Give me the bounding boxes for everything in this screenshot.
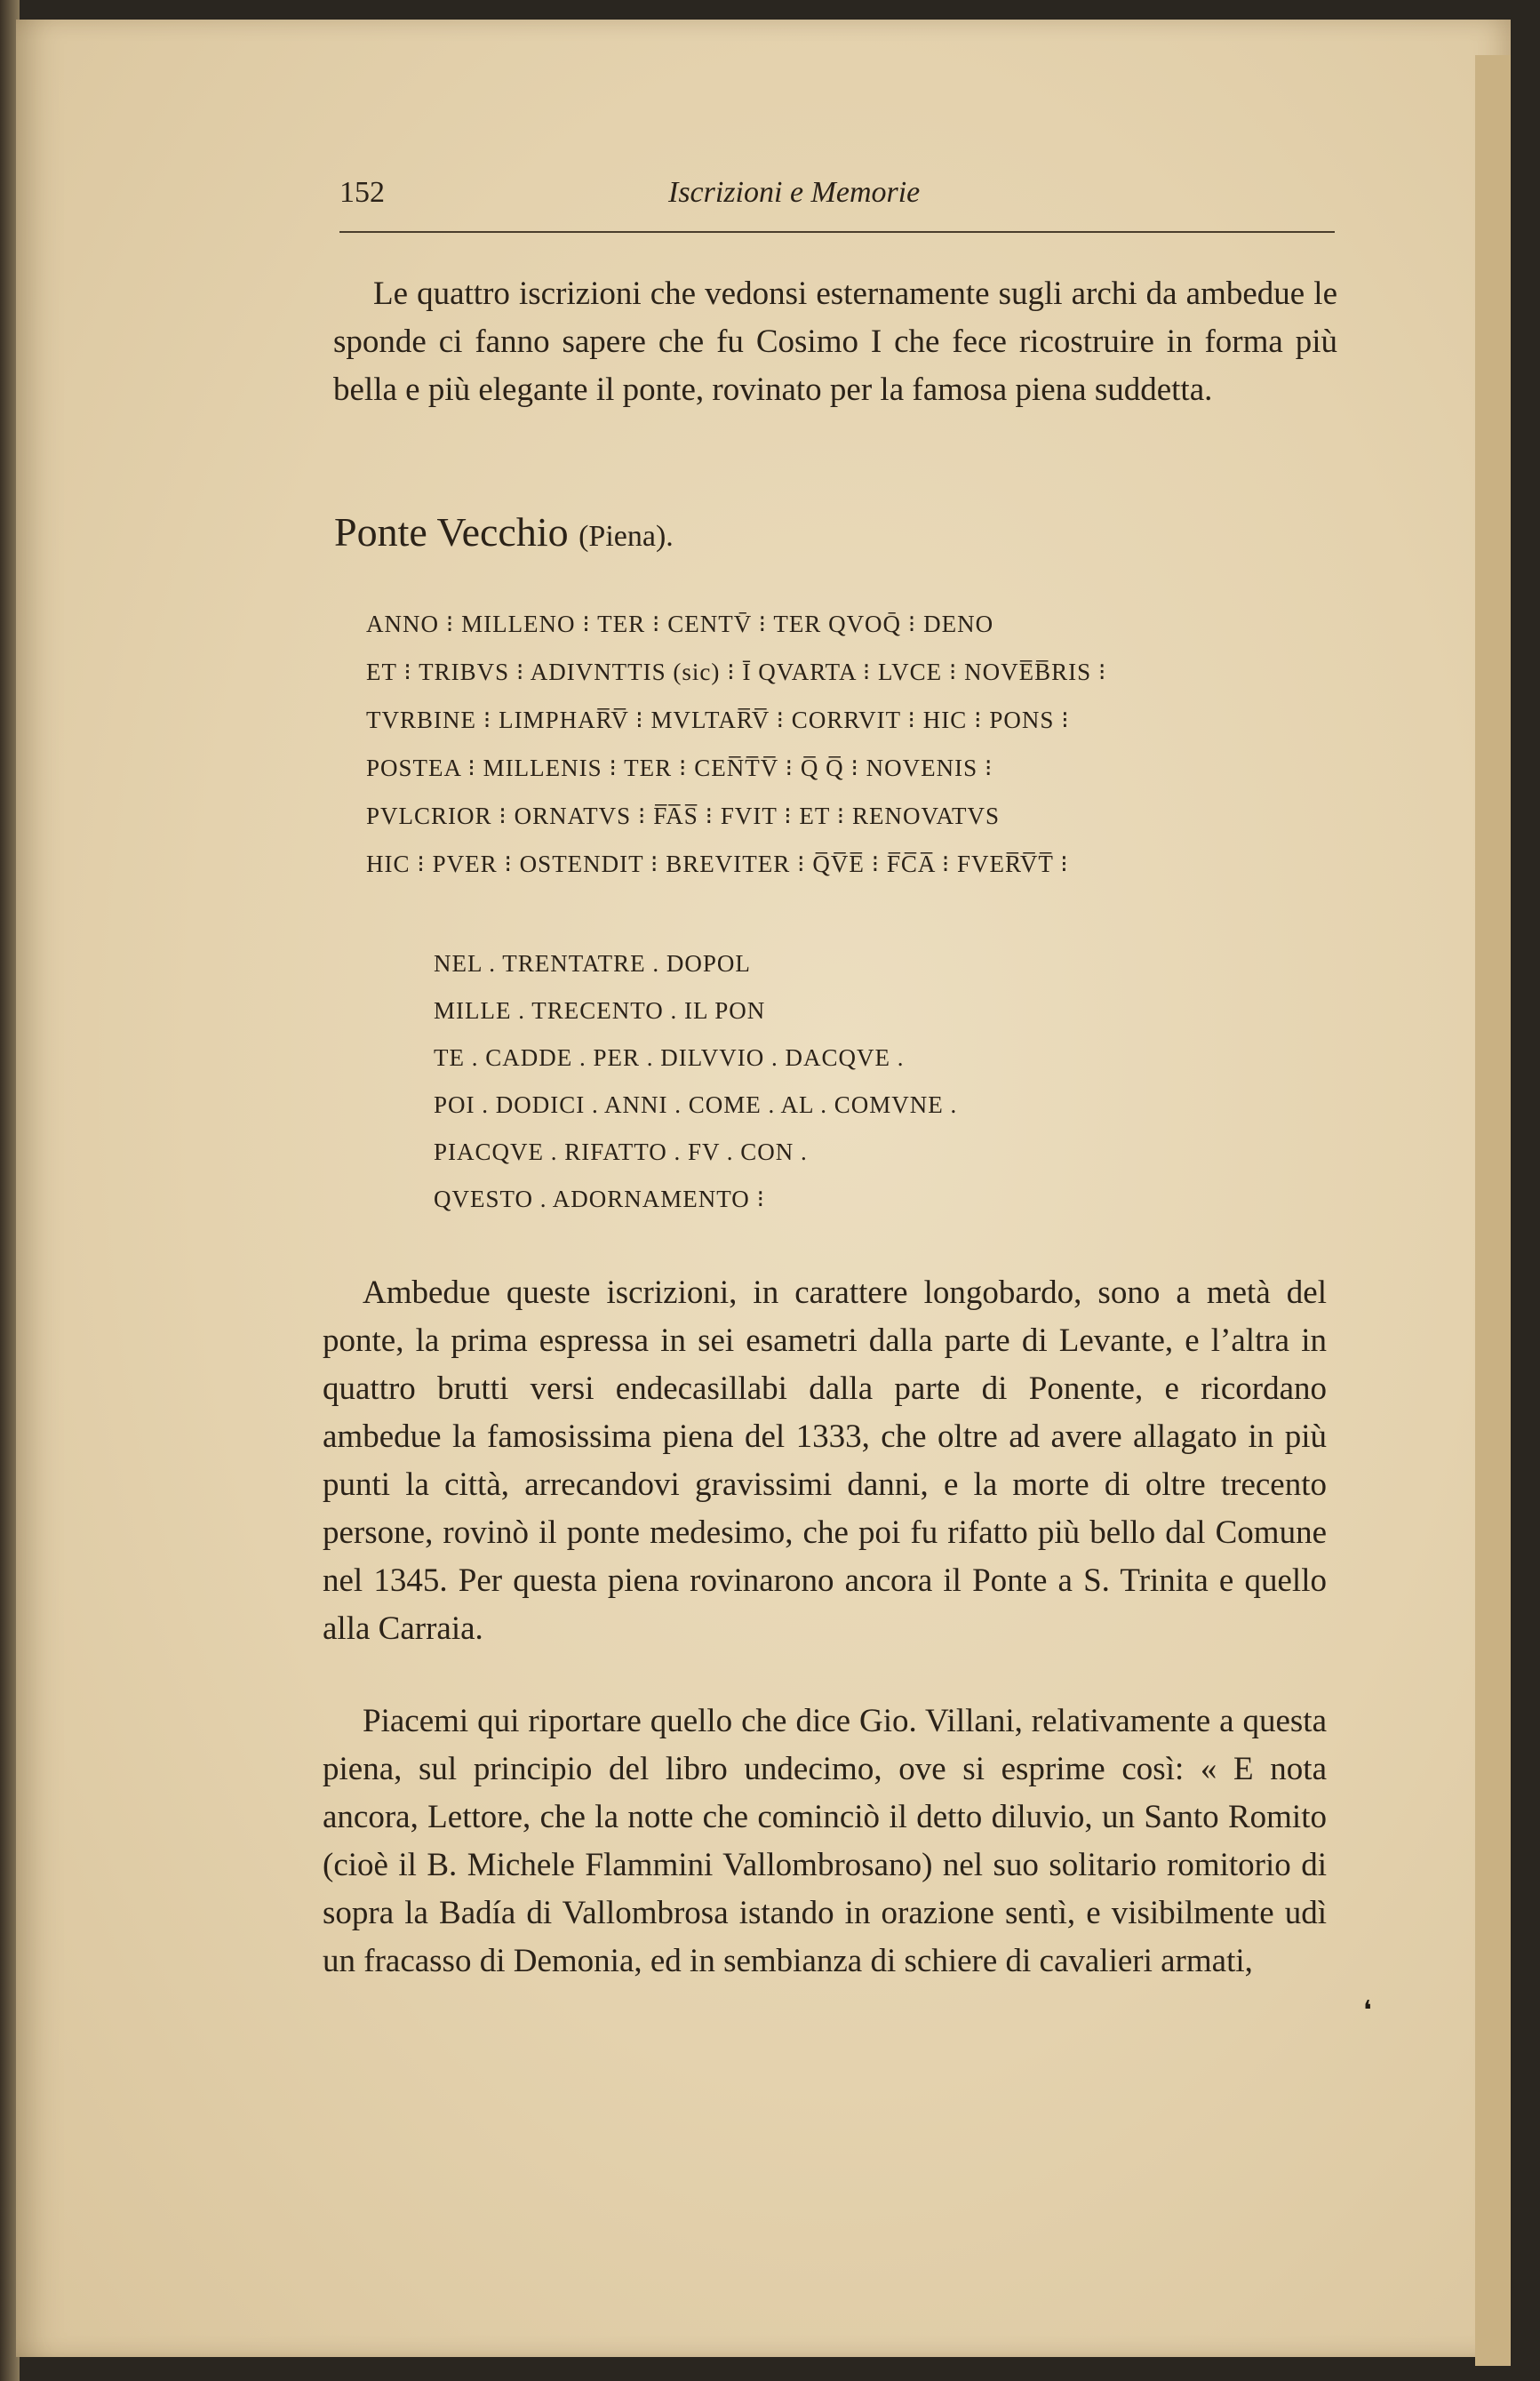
section-subtitle: (Piena). [578, 520, 674, 553]
page-edge [1475, 55, 1511, 2366]
latin-inscription [366, 600, 1107, 888]
section-title: Ponte Vecchio [334, 509, 569, 555]
inscription-line: TVRBINE ⁝ LIMPHAR̅V̅ ⁝ MVLTAR̅V̅ ⁝ CORRVIT ⁝ HIC ⁝ PONS ⁝ [366, 707, 1070, 733]
inscription-line: POI . DODICI . ANNI . COME . AL . COMVNE . [434, 1091, 958, 1118]
inscription-line: QVESTO . ADORNAMENTO ⁝ [434, 1186, 766, 1212]
running-header [339, 176, 1335, 229]
inscription-line: ET ⁝ TRIBVS ⁝ ADIVNTTIS (sic) ⁝ Ī QVARTA ⁝ LVCE ⁝ NOVE̅B̅RIS ⁝ [366, 659, 1107, 685]
italian-inscription [434, 940, 957, 1223]
section-heading [334, 508, 674, 555]
inscription-line: MILLE . TRECENTO . IL PON [434, 997, 766, 1024]
intro-paragraph-text: Le quattro iscrizioni che vedonsi esternamente sugli archi da ambedue le sponde ci fanno sapere che fu Cosimo I che fece ricostruire in forma più bella e più elegante il ponte, rovinato per la famosa piena suddetta. [333, 276, 1337, 408]
inscription-line: POSTEA ⁝ MILLENIS ⁝ TER ⁝ CEN̅T̅V̅ ⁝ Q̅ Q̅ ⁝ NOVENIS ⁝ [366, 755, 993, 781]
running-title: Iscrizioni e Memorie [668, 176, 921, 209]
margin-ink-mark: ❛ [1363, 1995, 1372, 2026]
inscription-line: NEL . TRENTATRE . DOPOL [434, 950, 751, 977]
header-rule [339, 231, 1335, 233]
inscription-line: HIC ⁝ PVER ⁝ OSTENDIT ⁝ BREVITER ⁝ Q̅V̅E̅ ⁝ F̅C̅A̅ ⁝ FVER̅V̅T̅ ⁝ [366, 851, 1069, 877]
paragraph-ambedue-text: Ambedue queste iscrizioni, in carattere longobardo, sono a metà del ponte, la prima espressa in sei esametri dalla parte di Levante, e l’altra in quattro brutti versi endecasillabi dalla parte di Ponente, e ricordano ambedue la famosissima piena del 1333, che oltre ad avere allagato in più punti la città, arrecandovi gravissimi danni, e la morte di oltre trecento persone, rovinò il ponte medesimo, che poi fu rifatto più bello dal Comune nel 1345. Per questa piena rovinarono ancora il Ponte a S. Trinita e quello alla Carraia. [323, 1274, 1327, 1647]
inscription-line: ANNO ⁝ MILLENO ⁝ TER ⁝ CENTV̄ ⁝ TER QVOQ̄ ⁝ DENO [366, 611, 994, 637]
inscription-line: TE . CADDE . PER . DILVVIO . DACQVE . [434, 1044, 905, 1071]
page-number: 152 [339, 176, 385, 209]
inscription-line: PIACQVE . RIFATTO . FV . CON . [434, 1139, 808, 1165]
intro-paragraph [333, 270, 1337, 414]
inscription-line: PVLCRIOR ⁝ ORNATVS ⁝ F̅A̅S̅ ⁝ FVIT ⁝ ET ⁝ RENOVATVS [366, 803, 1001, 829]
paragraph-villani [323, 1698, 1327, 1985]
paragraph-ambedue [323, 1269, 1327, 1653]
paragraph-villani-text: Piacemi qui riportare quello che dice Gio. Villani, relativamente a questa piena, sul principio del libro undecimo, ove si esprime così: « E nota ancora, Lettore, che la notte che cominciò il detto diluvio, un Santo Romito (cioè il B. Michele Flammini Vallombrosano) nel suo solitario romitorio di sopra la Badía di Vallombrosa istando in orazione sentì, e visibilmente udì un fracasso di Demonia, ed in sembianza di schiere di cavalieri armati, [323, 1703, 1327, 1979]
